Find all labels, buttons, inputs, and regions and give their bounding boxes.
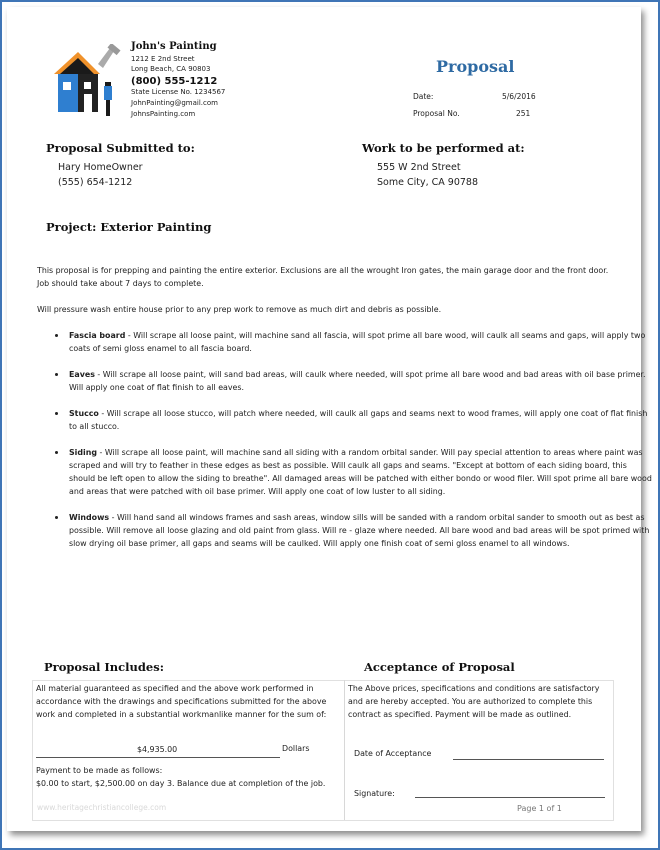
- scope-item-title: Siding: [69, 448, 98, 457]
- company-phone: (800) 555-1212: [131, 76, 218, 87]
- proposal-number-value: 251: [516, 109, 531, 118]
- page-number: Page 1 of 1: [517, 804, 562, 813]
- company-city: Long Beach, CA 90803: [131, 65, 211, 73]
- company-website: JohnsPainting.com: [131, 110, 196, 118]
- scope-item-title: Fascia board: [69, 331, 126, 340]
- company-email: JohnPainting@gmail.com: [131, 99, 218, 107]
- list-item: [69, 329, 655, 355]
- work-location-heading: Work to be performed at:: [362, 141, 525, 155]
- payment-label: Payment to be made as follows:: [36, 766, 163, 775]
- house-paint-logo-icon: [48, 44, 126, 120]
- document-page: [7, 7, 652, 831]
- date-value: 5/6/2016: [502, 92, 536, 101]
- date-label: Date:: [413, 92, 434, 101]
- proposal-number-label: Proposal No.: [413, 109, 460, 118]
- acceptance-date-line[interactable]: [453, 759, 604, 760]
- scope-list: [37, 329, 655, 563]
- submitted-to-heading: Proposal Submitted to:: [46, 141, 195, 155]
- acceptance-text: The Above prices, specifications and conditions are satisfactory and are hereby accepted. You are authorized to complete this contract as specified. Payment will be made as outlined.: [348, 684, 600, 719]
- terms-box-divider: [344, 680, 345, 820]
- company-street: 1212 E 2nd Street: [131, 55, 195, 63]
- amount-unit: Dollars: [282, 744, 310, 753]
- signature-label: Signature:: [354, 789, 395, 798]
- scope-item-title: Windows: [69, 513, 110, 522]
- scope-item-text: - Will scrape all loose paint, will machine sand all siding with a random orbital sander. Will pay special attention to areas where paint was scraped and will try to feather in these edges as best as possible. Will caulk all gaps and seams. "Except at bottom of each siding board, this should be left open to allow the siding to breathe". All damaged areas will be patched with either bondo or wood filer. Will spot prime all bare wood and areas that were patched with oil base primer. Will apply one coat of low luster to all siding.: [69, 448, 652, 496]
- scope-item-title: Eaves: [69, 370, 95, 379]
- acceptance-date-label: Date of Acceptance: [354, 749, 432, 758]
- project-intro: This proposal is for prepping and painting the entire exterior. Exclusions are all the wrought Iron gates, the main garage door and the front door. Job should take about 7 days to complete.: [37, 266, 609, 288]
- client-name: Hary HomeOwner: [58, 162, 143, 173]
- client-phone: (555) 654-1212: [58, 177, 133, 188]
- proposal-title: Proposal: [436, 57, 515, 76]
- pressure-wash-note: Will pressure wash entire house prior to any prep work to remove as much dirt and debris as possible.: [37, 305, 442, 314]
- list-item: [69, 368, 655, 394]
- scope-item-title: Stucco: [69, 409, 99, 418]
- amount-line: [36, 757, 280, 758]
- company-name: John's Painting: [131, 41, 217, 52]
- scope-item-text: - Will scrape all loose paint, will sand bad areas, will caulk where needed, will spot prime all bare wood and bad areas with oil base primer. Will apply one coat of flat finish to all eaves.: [69, 370, 646, 392]
- list-item: [69, 446, 655, 498]
- includes-text: All material guaranteed as specified and the above work performed in accordance with the drawings and specifications submitted for the above work and completed in a substantial workmanlike manner for the sum of:: [36, 684, 327, 719]
- work-street: 555 W 2nd Street: [377, 162, 461, 173]
- watermark-text: www.heritagechristiancollege.com: [37, 803, 167, 812]
- scope-item-text: - Will hand sand all windows frames and sash areas, window sills will be sanded with a random orbital sander to smooth out as best as possible. Will remove all loose glazing and old paint from glass. Will re - glaze where needed. All bare wood and bad areas will be spot primed with slow drying oil base primer, all gaps and seams will be caulked. Will apply one finish coat of semi gloss enamel to all windows.: [69, 513, 650, 548]
- amount-value: $4,935.00: [137, 745, 178, 754]
- project-heading: Project: Exterior Painting: [46, 220, 212, 234]
- list-item: [69, 407, 655, 433]
- scope-item-text: - Will scrape all loose stucco, will patch where needed, will caulk all gaps and seams next to wood frames, will apply one coat of flat finish to all stucco.: [69, 409, 648, 431]
- acceptance-heading: Acceptance of Proposal: [364, 660, 515, 674]
- includes-heading: Proposal Includes:: [44, 660, 164, 674]
- signature-line[interactable]: [415, 797, 605, 798]
- work-city: Some City, CA 90788: [377, 177, 478, 188]
- scope-item-text: - Will scrape all loose paint, will machine sand all fascia, will spot prime all bare wood, will caulk all seams and gaps, will apply two coats of semi gloss enamel to all fascia board.: [69, 331, 646, 353]
- company-license: State License No. 1234567: [131, 88, 226, 96]
- list-item: [69, 511, 655, 550]
- payment-terms: $0.00 to start, $2,500.00 on day 3. Balance due at completion of the job.: [36, 779, 326, 788]
